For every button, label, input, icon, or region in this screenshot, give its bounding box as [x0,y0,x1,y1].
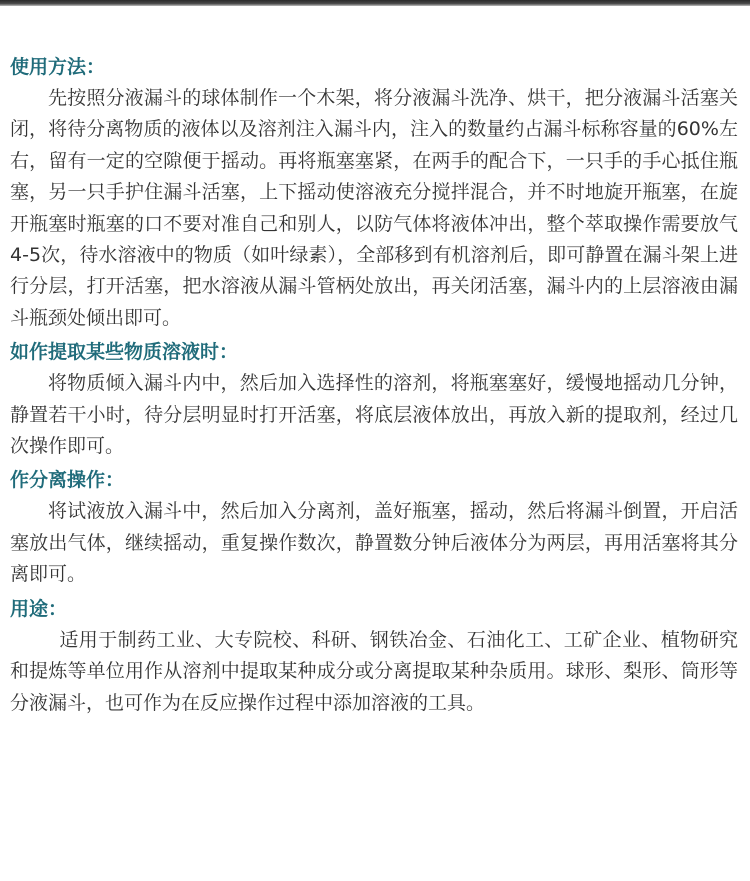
heading-separation: 作分离操作： [10,469,125,492]
section-applications [10,594,738,719]
section-extraction [10,337,738,462]
paragraph-extraction: 将物质倾入漏斗内中，然后加入选择性的溶剂，将瓶塞塞好，缓慢地摇动几分钟，静置若干小时，待分层明显时打开活塞，将底层液体放出，再放入新的提取剂，经过几次操作即可。 [10,372,738,458]
heading-applications: 用途： [10,597,68,620]
section-separation [10,465,738,590]
heading-usage-method: 使用方法： [10,56,106,78]
top-image-edge [0,0,750,6]
heading-extraction: 如作提取某些物质溶液时： [10,341,239,364]
paragraph-usage-method: 先按照分液漏斗的球体制作一个木架，将分液漏斗洗净、烘干，把分液漏斗活塞关闭，将待分离物质的液体以及溶剂注入漏斗内，注入的数量约占漏斗标称容量的60%左右，留有一定的空隙便于摇动。再将瓶塞塞紧，在两手的配合下，一只手的手心抵住瓶塞，另一只手护住漏斗活塞，上下摇动使溶液充分搅拌混合，并不时地旋开瓶塞，在旋开瓶塞时瓶塞的口不要对准自己和别人，以防气体将液体冲出，整个萃取操作需要放气4-5次，待水溶液中的物质（如叶绿素），全部移到有机溶剂后，即可静置在漏斗架上进行分层，打开活塞，把水溶液从漏斗管柄处放出，再关闭活塞，漏斗内的上层溶液由漏斗瓶颈处倾出即可。 [10,87,738,329]
section-usage-method [10,52,738,334]
document-body [10,52,738,722]
paragraph-applications: 适用于制药工业、大专院校、科研、钢铁冶金、石油化工、工矿企业、植物研究和提炼等单位用作从溶剂中提取某种成分或分离提取某种杂质用。球形、梨形、筒形等分液漏斗，也可作为在反应操作过程中添加溶液的工具。 [10,628,738,714]
paragraph-separation: 将试液放入漏斗中，然后加入分离剂，盖好瓶塞，摇动，然后将漏斗倒置，开启活塞放出气体，继续摇动，重复操作数次，静置数分钟后液体分为两层，再用活塞将其分离即可。 [10,500,738,586]
